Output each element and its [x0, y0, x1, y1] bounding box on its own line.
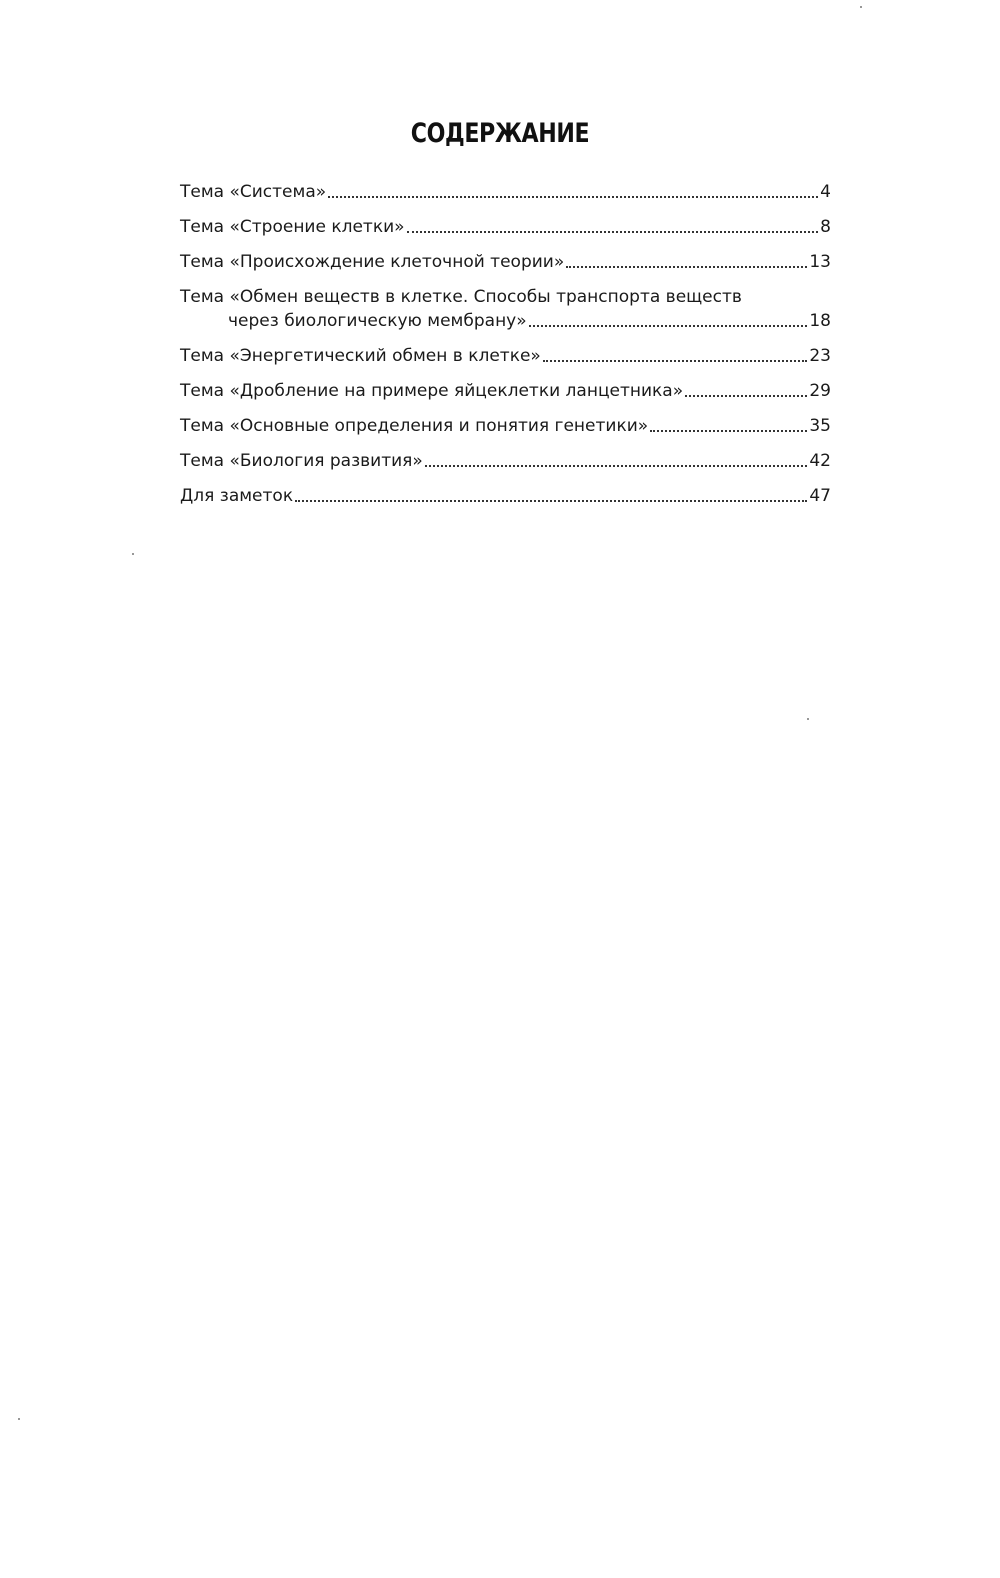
- toc-entry: [180, 215, 831, 239]
- dot-leader: [685, 394, 807, 397]
- dot-leader: [328, 195, 818, 198]
- toc-entry-page: 29: [809, 381, 831, 401]
- scan-speck: [18, 1418, 20, 1420]
- page-title: СОДЕРЖАНИЕ: [410, 118, 590, 149]
- toc-entry-title: Тема «Происхождение клеточной теории»: [180, 252, 565, 272]
- toc-entry: [180, 344, 831, 368]
- scan-speck: [132, 553, 134, 555]
- dot-leader: [566, 265, 807, 268]
- toc-entry-title: Тема «Дробление на примере яйцеклетки ланцетника»: [180, 381, 684, 401]
- toc-entry-page: 35: [809, 416, 831, 436]
- toc-entry-page: 13: [809, 252, 831, 272]
- dot-leader: [543, 359, 808, 362]
- toc-entry: [180, 414, 831, 438]
- scan-speck: [807, 718, 809, 720]
- toc-entry-title: Тема «Строение клетки»: [180, 217, 405, 237]
- toc-entry-title: Тема «Энергетический обмен в клетке»: [180, 346, 541, 366]
- scan-speck: [860, 6, 862, 8]
- toc-entry-title: Тема «Система»: [180, 182, 327, 202]
- toc-entry-page: 18: [809, 311, 831, 331]
- toc-entry-title-line2: через биологическую мембрану»: [228, 311, 527, 331]
- toc-entry-title: Для заметок: [180, 486, 294, 506]
- dot-leader: [650, 429, 807, 432]
- toc-entry: [180, 449, 831, 473]
- toc-entry-page: 4: [820, 182, 831, 202]
- toc-entry-title-line1: Тема «Обмен веществ в клетке. Способы транспорта веществ: [180, 287, 742, 307]
- toc-entry-page: 23: [809, 346, 831, 366]
- toc-entry: [180, 484, 831, 508]
- dot-leader: [425, 464, 808, 467]
- table-of-contents: [180, 180, 831, 519]
- toc-entry-title: Тема «Основные определения и понятия генетики»: [180, 416, 649, 436]
- dot-leader: [407, 230, 819, 233]
- toc-entry-page: 42: [809, 451, 831, 471]
- toc-entry: [180, 250, 831, 274]
- toc-entry-page: 8: [820, 217, 831, 237]
- toc-entry-title: Тема «Биология развития»: [180, 451, 423, 471]
- toc-entry: [180, 180, 831, 204]
- toc-entry: [180, 285, 831, 333]
- toc-entry-page: 47: [809, 486, 831, 506]
- dot-leader: [295, 499, 807, 502]
- dot-leader: [529, 324, 808, 327]
- toc-entry: [180, 379, 831, 403]
